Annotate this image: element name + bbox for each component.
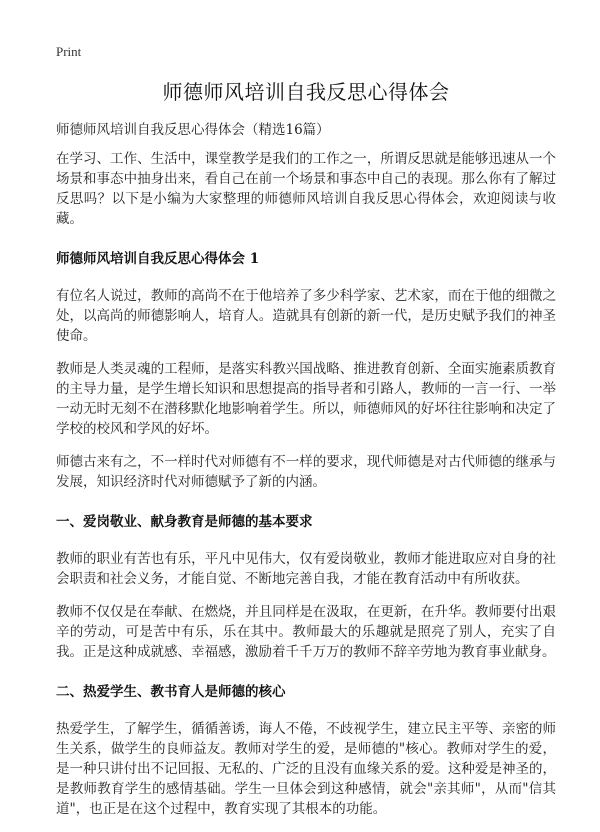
- paragraph-2: 教师是人类灵魂的工程师，是落实科教兴国战略、推进教育创新、全面实施素质教育的主导力量，是学生增长知识和思想提高的指导者和引路人，教师的一言一行、一举一动无时无刻不在潜移默化地影响着学生。所以，师德师风的好坏往往影响和决定了学校的校风和学风的好坏。: [56, 361, 556, 437]
- section-heading-1: 师德师风培训自我反思心得体会 1: [56, 251, 260, 267]
- paragraph-5: 教师不仅仅是在奉献、在燃烧，并且同样是在汲取，在更新，在升华。教师要付出艰辛的劳动，可是苦中有乐，乐在其中。教师最大的乐趣就是照亮了别人，充实了自我。正是这种成就感、幸福感，激励着千千万万的教师不辞辛劳地为教育事业献身。: [56, 604, 556, 660]
- paragraph-4: 教师的职业有苦也有乐，平凡中见伟大，仅有爱岗敬业，教师才能进取应对自身的社会职责和社会义务，才能自觉、不断地完善自我，才能在教育活动中有所收获。: [56, 551, 556, 587]
- page-title: 师德师风培训自我反思心得体会: [162, 80, 450, 104]
- subheading-b: 二、热爱学生、教书育人是师德的核心: [56, 684, 286, 700]
- paragraph-6: 热爱学生，了解学生，循循善诱，诲人不倦，不歧视学生，建立民主平等、亲密的师生关系，做学生的良师益友。教师对学生的爱，是师德的"核心。教师对学生的爱，是一种只讲付出不记回报、无私的、广泛的且没有血缘关系的爱。这种爱是神圣的，是教师教育学生的感情基础。学生一旦体会到这种感情，就会"亲其师"，从而"信其道"，也正是在这个过程中，教育实现了其根本的功能。: [56, 721, 556, 817]
- print-link[interactable]: Print: [56, 44, 82, 59]
- subheading-a: 一、爱岗敬业、献身教育是师德的基本要求: [56, 514, 313, 530]
- paragraph-1: 有位名人说过，教师的高尚不在于他培养了多少科学家、艺术家，而在于他的细微之处，以高尚的师德影响人，培育人。造就具有创新的新一代，是历史赋予我们的神圣使命。: [56, 288, 556, 344]
- article-body: [56, 149, 556, 832]
- document-subtitle: 师德师风培训自我反思心得体会（精选16篇）: [56, 122, 330, 138]
- intro-paragraph: 在学习、工作、生活中，课堂教学是我们的工作之一，所谓反思就是能够迅速从一个场景和事态中抽身出来，看自己在前一个场景和事态中自己的表现。那么你有了解过反思吗？以下是小编为大家整理的师德师风培训自我反思心得体会，欢迎阅读与收藏。: [56, 151, 556, 227]
- paragraph-3: 师德古来有之，不一样时代对师德有不一样的要求，现代师德是对古代师德的继承与发展，知识经济时代对师德赋予了新的内涵。: [56, 454, 556, 490]
